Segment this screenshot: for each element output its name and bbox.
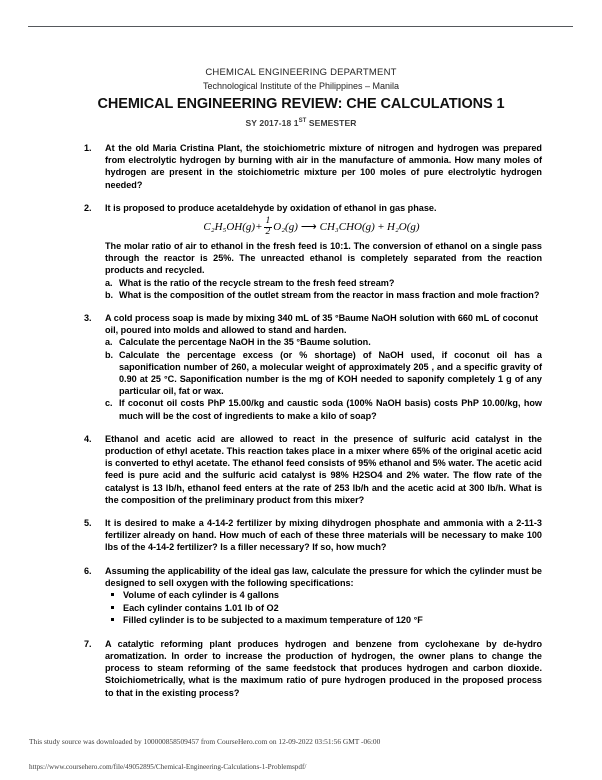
question-subitems [105, 336, 542, 421]
question-text-continued: The molar ratio of air to ethanol in the fresh feed is 10:1. The conversion of ethanol on a single pass through the reactor is 25%. The unreacted ethanol is completely separated from the reaction products and recycled. [105, 240, 542, 276]
bullet-text: Volume of each cylinder is 4 gallons [123, 590, 279, 601]
questions-list [0, 142, 602, 710]
equation-product-water: H₂O(g) [387, 221, 420, 233]
source-url-link[interactable]: https://www.coursehero.com/file/49052895/Chemical-Engineering-Calculations-1-Problemspdf/ [29, 763, 307, 771]
equation-fraction-one-half [264, 217, 273, 238]
question-number: 3. [84, 312, 92, 323]
question-text: A catalytic reforming plant produces hydrogen and benzene from cyclohexane by de-hydro aromatization. In order to increase the production of hydrogen, the owner plans to change the process to steam reforming of the same feedstock that produces hydrogen and carbon dioxide. Stoichiometrically, what is the maximum ratio of pure hydrogen produced in the proposed process to that in the existing process? [105, 638, 542, 698]
question-number: 1. [84, 143, 92, 153]
bullet-text: Filled cylinder is to be subjected to a maximum temperature of 120 °F [123, 615, 423, 626]
institute-name: Technological Institute of the Philippines – Manila [202, 81, 400, 91]
equation-plus-sign: + [255, 221, 263, 233]
semester-suffix: SEMESTER [306, 117, 357, 128]
question-text: It is proposed to produce acetaldehyde by oxidation of ethanol in gas phase. [105, 202, 437, 213]
subitem [105, 336, 542, 348]
question-item [0, 142, 602, 191]
subitem-text: If coconut oil costs PhP 15.00/kg and caustic soda (100% NaOH basis) costs PhP 10.00/kg, how much will be the cost of ingredients to make a kilo of soap? [119, 398, 542, 421]
question-item [0, 638, 602, 699]
semester-ordinal-suffix: ST [298, 118, 307, 124]
question-subitems [105, 277, 542, 301]
subitem-text: Calculate the percentage excess (or % shortage) of NaOH used, if coconut oil has a saponification number of 260, a molecular weight of approximately 205 , and a specific gravity of 0.90 at 25 °C. Saponification number is the mg of KOH needed to saponify completely 1 g of any particular oil, fat or wax. [119, 349, 542, 397]
fraction-numerator: 1 [265, 216, 271, 227]
semester-prefix: SY 2017-18 1 [245, 117, 299, 128]
question-number: 7. [84, 638, 92, 649]
question-text: At the old Maria Cristina Plant, the stoichiometric mixture of nitrogen and hydrogen was prepared from electrolytic hydrogen by burning with air in the manufacture of ammonia. How many moles of hydrogen are present in the stoichiometric mixture per 100 moles of pure electrolytic hydrogen needed? [105, 143, 542, 190]
subitem-label: b. [105, 289, 114, 300]
subitem-label: a. [105, 337, 113, 348]
subitem-label: a. [105, 277, 113, 288]
equation-product-acetaldehyde: CH₃CHO(g) [319, 221, 375, 233]
square-bullet-icon [111, 618, 114, 621]
question-number: 6. [84, 565, 92, 576]
subitem-text: What is the ratio of the recycle stream to the fresh feed stream? [119, 277, 395, 288]
question-number: 5. [84, 518, 92, 529]
subitem-text: Calculate the percentage NaOH in the 35 °Baume solution. [119, 337, 371, 348]
subitem [105, 349, 542, 398]
equation-reactant-oxygen: O₂(g) [273, 221, 298, 233]
question-item [0, 312, 602, 422]
semester-line [0, 114, 602, 130]
question-item [0, 202, 602, 301]
question-item [0, 517, 602, 554]
document-header [0, 66, 602, 130]
bullet-text: Each cylinder contains 1.01 lb of O2 [123, 602, 279, 613]
page-title: CHEMICAL ENGINEERING REVIEW: CHE CALCULATIONS 1 [97, 96, 505, 112]
download-attribution-note: This study source was downloaded by 100000858509457 from CourseHero.com on 12-09-2022 03:51:56 GMT -06:00 [29, 737, 381, 746]
square-bullet-icon [111, 593, 114, 596]
question-item [0, 565, 602, 627]
question-item [0, 433, 602, 506]
subitem-label: c. [105, 398, 113, 409]
specification-bullets [105, 589, 542, 627]
subitem-text: What is the composition of the outlet stream from the reactor in mass fraction and mole fraction? [119, 289, 540, 300]
department-name: CHEMICAL ENGINEERING DEPARTMENT [205, 67, 397, 78]
question-text: Ethanol and acetic acid are allowed to react in the presence of sulfuric acid catalyst in the production of ethyl acetate. This reaction takes place in a mixer where 65% of the original acetic acid is converted to ethyl acetate. The ethanol feed consists of 95% ethanol and 5% water. The acetic acid feed is pure acid and the sulfuric acid catalyst is 98% H2SO4 and 2% water. The flow rate of the catalyst is 13 lb/h, ethanol feed enters at the rate of 253 lb/h and the acetic acid at 300 lb/h. What is the composition of the preliminary product from this mixer? [105, 433, 542, 505]
bullet-item [105, 589, 542, 602]
question-number: 4. [84, 433, 92, 444]
square-bullet-icon [111, 606, 114, 609]
subitem [105, 397, 542, 421]
subitem-label: b. [105, 349, 114, 360]
question-text: It is desired to make a 4-14-2 fertilizer by mixing dihydrogen phosphate and ammonia with a 2-11-3 fertilizer already on hand. How much of each of these three materials will be necessary to make 100 lbs of the 4-14-2 fertilizer? Is a filler necessary? If so, how much? [105, 518, 542, 553]
equation-reactant-ethanol: C₂H₅OH(g) [203, 221, 256, 233]
bullet-item [105, 602, 542, 615]
question-text: Assuming the applicability of the ideal gas law, calculate the pressure for which the cylinder must be designed to sell oxygen with the following specifications: [105, 565, 542, 588]
equation-plus-sign-2: + [377, 221, 385, 233]
question-number: 2. [84, 202, 92, 213]
header-divider-rule [28, 26, 573, 27]
bullet-item [105, 614, 542, 627]
equation-arrow: ⟶ [300, 221, 317, 233]
subitem [105, 277, 542, 289]
fraction-denominator: 2 [265, 226, 271, 237]
chemical-equation [105, 217, 542, 238]
question-text: A cold process soap is made by mixing 340 mL of 35 °Baume NaOH solution with 660 mL of coconut oil, poured into molds and allowed to stand and harden. [105, 312, 538, 336]
subitem [105, 289, 542, 301]
